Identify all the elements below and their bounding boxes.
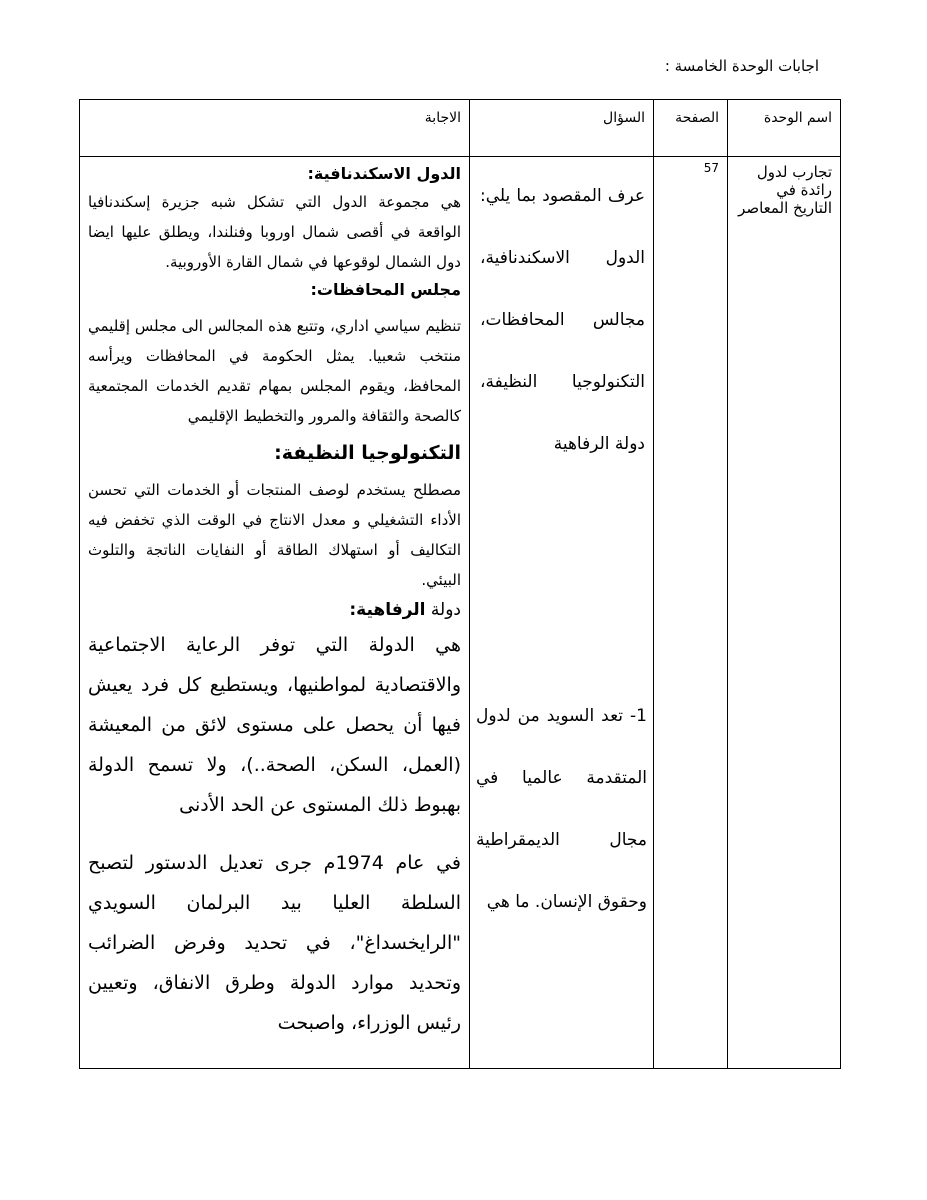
page-number: 57 (703, 161, 719, 175)
header-unit-cell (728, 100, 841, 157)
question-2: 1- تعد السويد من لدول المتقدمة عالميا في مجال الديمقراطية وحقوق الإنسان. ما هي (476, 706, 647, 912)
answer-welfare-title (88, 595, 461, 625)
question-cell (470, 157, 654, 1069)
question-1: عرف المقصود بما يلي: الدول الاسكندنافية، مجالس المحافظات، التكنولوجيا النظيفة، دولة الرفاهية (480, 186, 645, 454)
header-page-cell (654, 100, 728, 157)
answer-cell (80, 157, 470, 1069)
table-row (80, 157, 841, 1069)
header-page: الصفحة (675, 110, 719, 126)
header-question: السؤال (603, 110, 645, 126)
answer-welfare-title-bold: الرفاهية: (349, 600, 426, 620)
answer-cleantech-title: التكنولوجيا النظيفة: (274, 442, 461, 464)
header-question-cell (470, 100, 654, 157)
page-title: اجابات الوحدة الخامسة : (664, 57, 819, 75)
answer-cleantech-text: مصطلح يستخدم لوصف المنتجات أو الخدمات التي تحسن الأداء التشغيلي و معدل الانتاج في الوقت الذي تخفض فيه التكاليف أو استهلاك الطاقة أو النفايات الناتجة والتلوث البيئي. (88, 481, 461, 589)
answer-scandinavia-title: الدول الاسكندنافية: (307, 164, 461, 183)
answer-welfare-title-prefix: دولة (430, 600, 461, 620)
header-answer-cell (80, 100, 470, 157)
header-unit: اسم الوحدة (763, 110, 832, 126)
answer-councils-text: تنظيم سياسي اداري، وتتبع هذه المجالس الى مجلس إقليمي منتخب شعبيا. يمثل الحكومة في المحافظات ويرأسه المحافظ، ويقوم المجلس بمهام تقديم الخدمات المجتمعية كالصحة والثقافة والمرور والتخطيط الإقليمي (88, 317, 461, 425)
answer-block (80, 157, 469, 1043)
unit-name: تجارب لدول رائدة في التاريخ المعاصر (738, 163, 832, 217)
table-header-row (80, 100, 841, 157)
unit-cell (728, 157, 841, 1069)
answer-councils-title: مجلس المحافظات: (310, 280, 461, 299)
answer-sweden-text: في عام 1974م جرى تعديل الدستور لتصبح السلطة العليا بيد البرلمان السويدي "الرايخسداغ"، في تحديد وفرض الضرائب وتحديد موارد الدولة وطرق الانفاق، وتعيين رئيس الوزراء، واصبحت (88, 852, 461, 1034)
header-answer: الاجابة (424, 110, 461, 126)
answer-welfare-text: هي الدولة التي توفر الرعاية الاجتماعية والاقتصادية لمواطنيها، ويستطيع كل فرد يعيش فيها أن يحصل على مستوى لائق من المعيشة (العمل، السكن، الصحة..)، ولا تسمح الدولة بهبوط ذلك المستوى عن الحد الأدنى (88, 634, 461, 816)
page-cell (654, 157, 728, 1069)
answers-table (79, 99, 841, 1069)
answer-scandinavia-text: هي مجموعة الدول التي تشكل شبه جزيرة إسكندنافيا الواقعة في أقصى شمال اوروبا وفنلندا، ويطلق عليها ايضا دول الشمال لوقوعها في شمال القارة الأوروبية. (88, 193, 461, 271)
